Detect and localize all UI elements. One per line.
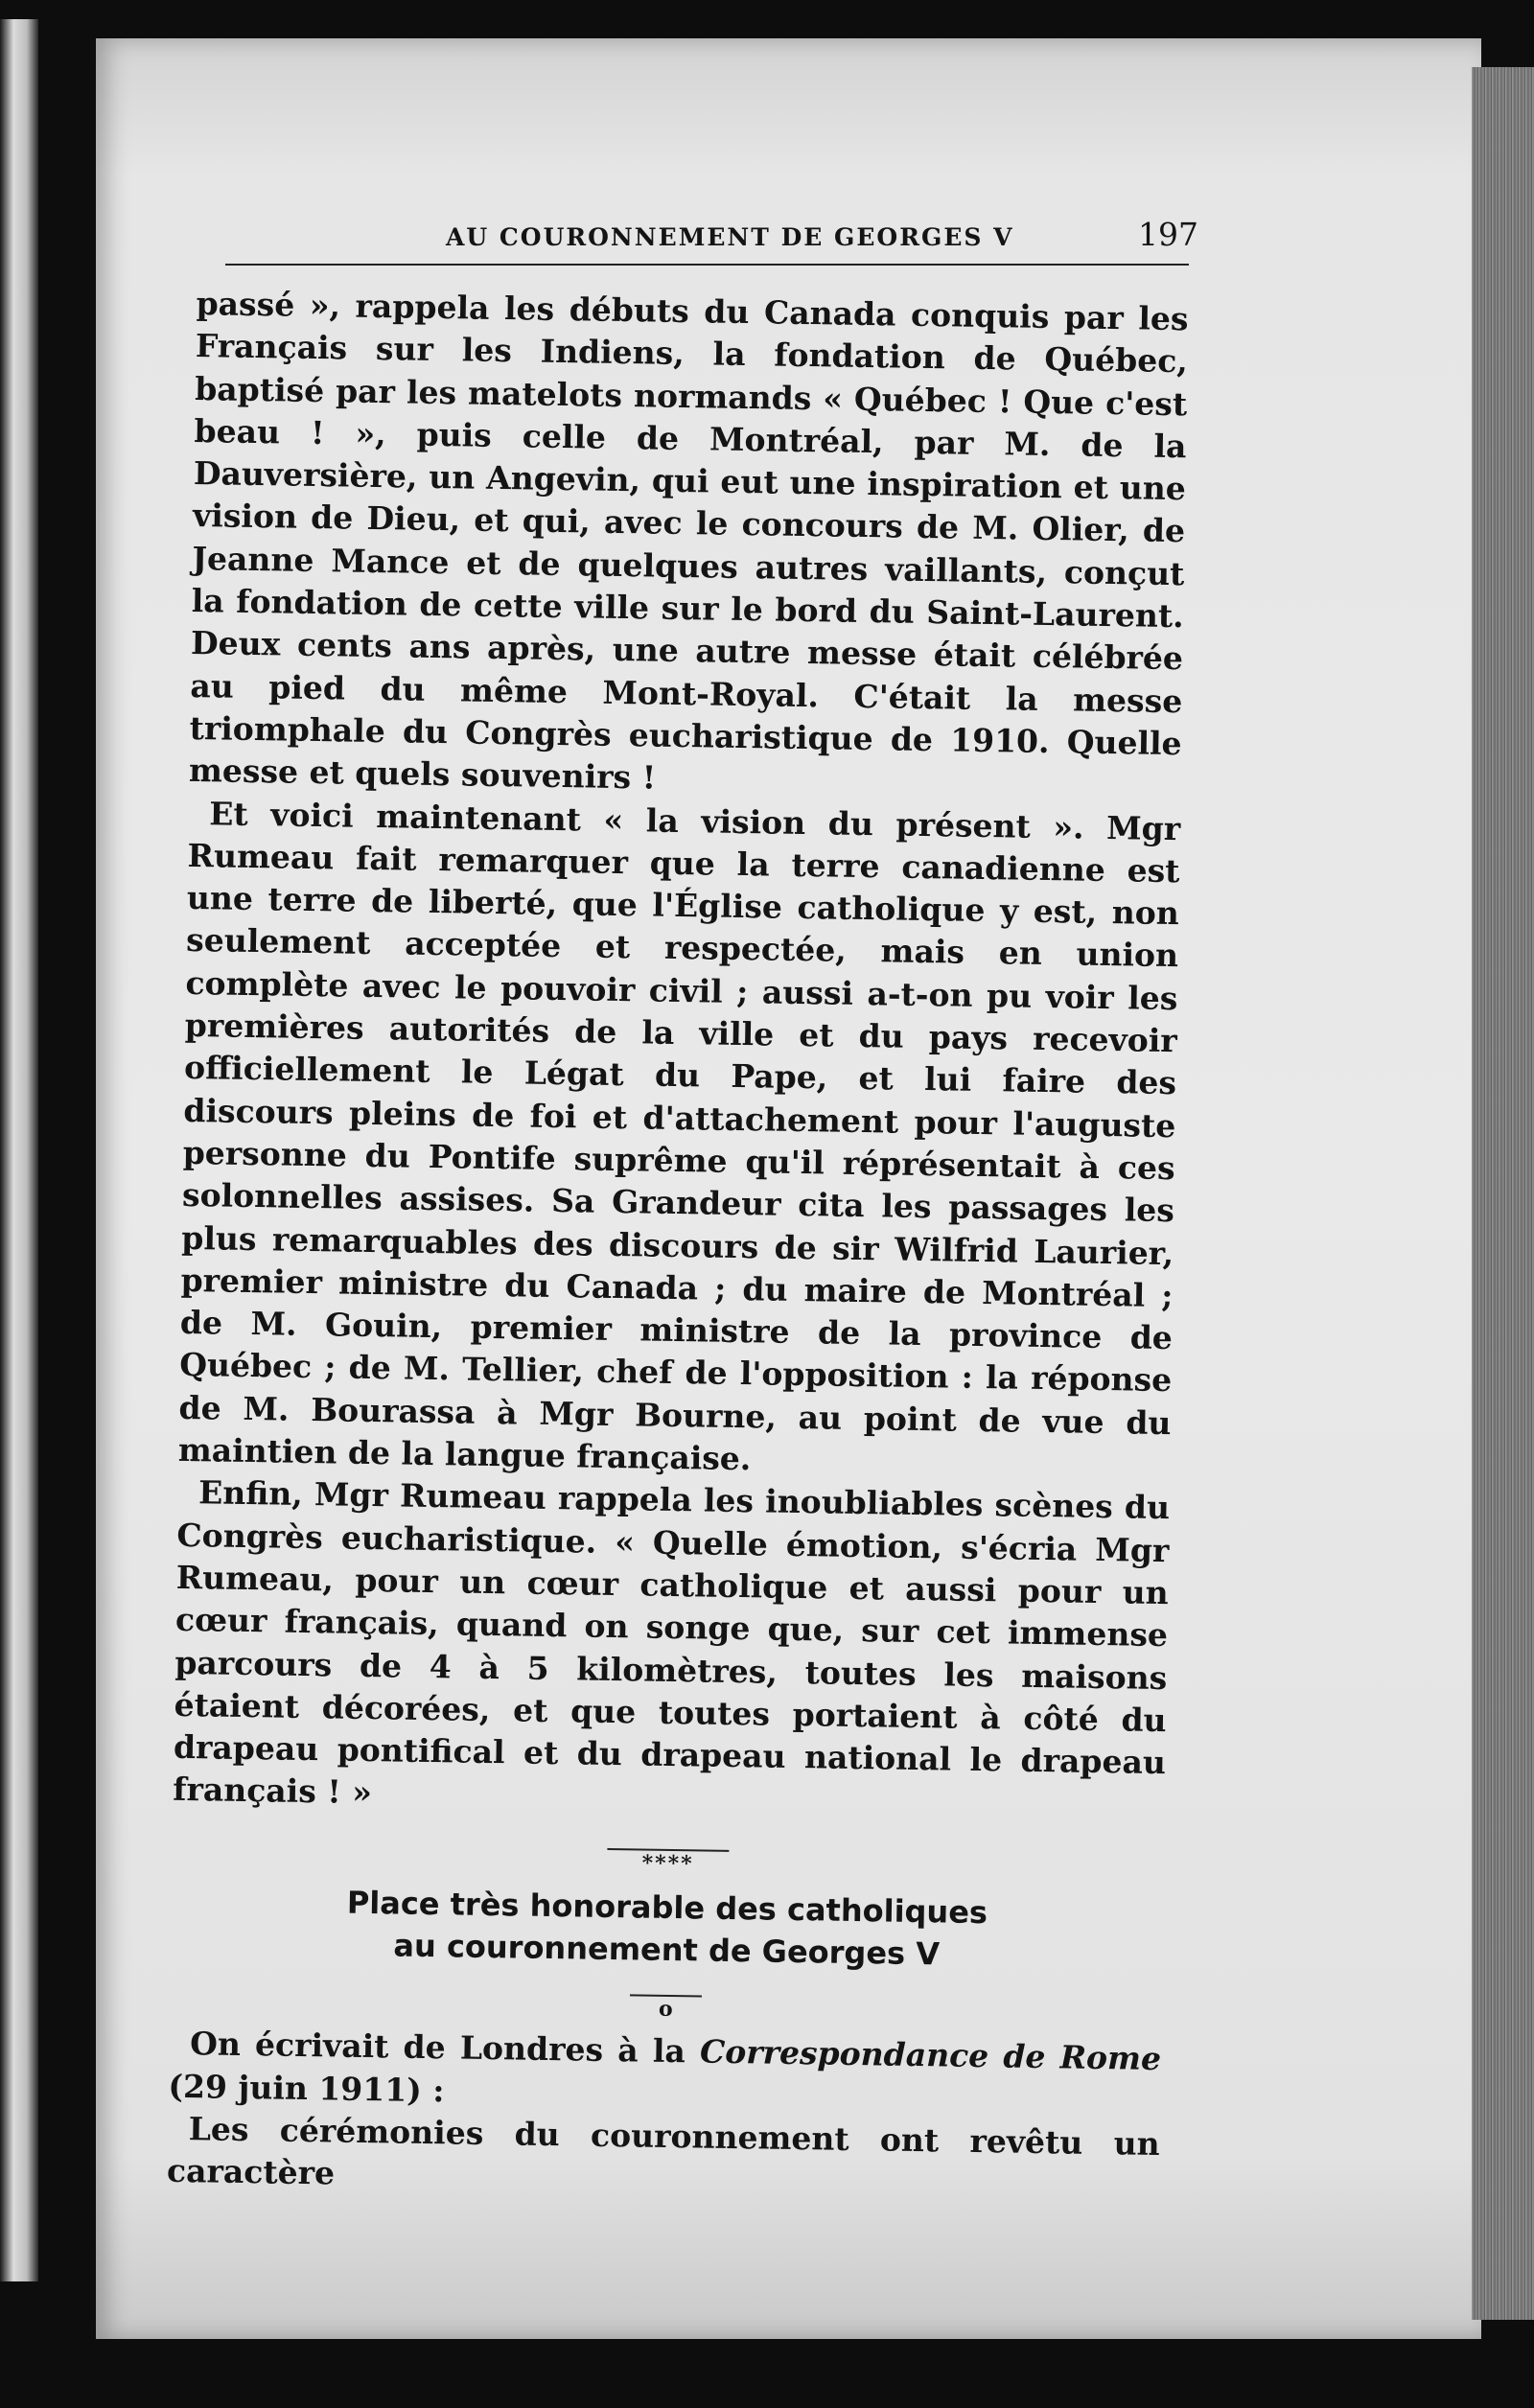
running-title: AU COURONNEMENT DE GEORGES V [446,223,1014,251]
section-title-line-1: Place très honorable des catholiques [346,1884,988,1932]
page-number: 197 [1138,216,1198,253]
journal-reference: Correspondance de Rome [699,2032,1162,2078]
paragraph-3: Enfin, Mgr Rumeau rappela les inoubliables scènes du Congrès eucharistique. « Quelle émotion, s'écria Mgr Rumeau, pour un cœur catholique et aussi pour un cœur français, quand on songe que, sur cet immense parcours de 4 à 5 kilomètres, toutes les maisons étaient décorées, et que toutes portaient à côté du drapeau pontifical et du drapeau national le drapeau français ! » [173,1473,1171,1812]
paragraph-4-start: On écrivait de Londres à la [189,2025,686,2071]
paragraph-5: Les cérémonies du couronnement ont revêtu un caractère [166,2109,1160,2192]
paragraph-1: passé », rappela les débuts du Canada conquis par les Français sur les Indiens, la fondation de Québec, baptisé par les matelots normands « Québec ! Que c'est beau ! », puis celle de Montréal, par M. de la Dauversière, un Angevin, qui eut une inspiration et une vision de Dieu, et qui, avec le concours de M. Olier, de Jeanne Mance et de quelques autres vaillants, conçut la fondation de cette ville sur le bord du Saint-Laurent. Deux cents ans après, une autre messe était célébrée au pied du même Mont-Royal. C'était la messe triomphale du Congrès eucharistique de 1910. Quelle messe et quels souvenirs ! [188,284,1189,797]
page-stack-edge [1472,67,1534,2320]
paragraph-2: Et voici maintenant « la vision du présent ». Mgr Rumeau fait remarquer que la terre canadienne est une terre de liberté, que l'Église catholique y est, non seulement acceptée et respectée, mais en union complète avec le pouvoir civil ; aussi a-t-on pu voir les premières autorités de la ville et du pays recevoir officiellement le Légat du Pape, et lui faire des discours pleins de foi et d'attachement pour l'auguste personne du Pontife suprême qu'il réprésentait à ces solonnelles assises. Sa Grandeur cita les passages les plus remarquables des discours de sir Wilfrid Laurier, premier ministre du Canada ; du maire de Montréal ; de M. Gouin, premier ministre de la province de Québec ; de M. Tellier, chef de l'opposition : la réponse de M. Bourassa à Mgr Bourne, au point de vue du maintien de la langue française. [177,794,1181,1478]
paragraph-4 [168,2023,1161,2123]
section-title-line-2: au couronnement de Georges V [393,1927,941,1973]
paragraph-4-end: (29 juin 1911) : [168,2067,445,2109]
section-separator: **** [172,1828,1165,1887]
small-separator: o [170,1975,1163,2033]
previous-page-edge [0,19,38,2281]
body-text [167,283,1189,2208]
page-content [166,216,1198,2192]
running-head [225,216,1198,266]
